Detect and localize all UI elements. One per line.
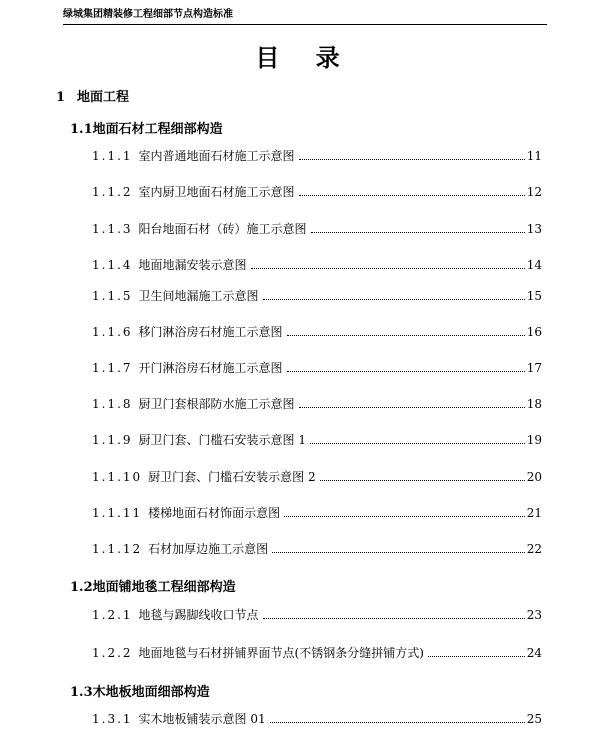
entry-label: 地面地漏安装示意图	[138, 258, 247, 272]
leader-dots	[299, 407, 525, 408]
entry-number: 1.1.10	[92, 470, 143, 484]
toc-entry-1-1-7[interactable]	[92, 360, 542, 376]
entry-page: 12	[526, 185, 542, 199]
entry-page: 15	[526, 289, 542, 303]
section-number: 1.2	[70, 580, 93, 595]
entry-page: 19	[526, 433, 542, 447]
leader-dots	[287, 371, 525, 372]
entry-number: 1.1.3	[92, 222, 133, 236]
section-number: 1.1	[70, 122, 93, 137]
entry-page: 18	[526, 397, 542, 411]
entry-label: 地毯与踢脚线收口节点	[138, 608, 259, 622]
section-heading-1-1[interactable]	[70, 118, 223, 137]
entry-page: 13	[526, 222, 542, 236]
toc-entry-1-1-3[interactable]	[92, 221, 542, 237]
entry-page: 25	[526, 712, 542, 726]
entry-number: 1.3.1	[92, 712, 133, 726]
section-heading-1-3[interactable]	[70, 681, 210, 700]
entry-number: 1.1.6	[92, 325, 133, 339]
toc-entry-1-1-11[interactable]	[92, 505, 542, 521]
leader-dots	[284, 516, 525, 517]
entry-page: 17	[526, 361, 542, 375]
section-title: 地面铺地毯工程细部构造	[92, 580, 236, 595]
toc-entry-1-1-5[interactable]	[92, 288, 542, 304]
entry-label: 阳台地面石材（砖）施工示意图	[138, 222, 307, 236]
leader-dots	[272, 552, 525, 553]
toc-entry-1-1-10[interactable]	[92, 469, 542, 485]
entry-number: 1.2.2	[92, 646, 133, 660]
entry-page: 14	[526, 258, 542, 272]
toc-entry-1-1-9[interactable]	[92, 432, 542, 448]
entry-number: 1.1.8	[92, 397, 133, 411]
entry-label: 地面地毯与石材拼铺界面节点(不锈钢条分缝拼铺方式)	[138, 646, 424, 660]
entry-label: 开门淋浴房石材施工示意图	[138, 361, 283, 375]
running-header: 绿城集团精装修工程细部节点构造标准	[63, 8, 547, 25]
chapter-number: 1	[56, 90, 66, 105]
entry-page: 21	[526, 506, 542, 520]
leader-dots	[287, 335, 525, 336]
toc-entry-1-1-2[interactable]	[92, 184, 542, 200]
entry-page: 16	[526, 325, 542, 339]
entry-label: 石材加厚边施工示意图	[148, 542, 269, 556]
leader-dots	[299, 159, 525, 160]
leader-dots	[263, 618, 525, 619]
entry-label: 厨卫门套、门槛石安装示意图 1	[138, 433, 306, 447]
section-title: 木地板地面细部构造	[92, 685, 210, 700]
chapter-heading[interactable]	[56, 86, 129, 105]
section-title: 地面石材工程细部构造	[92, 122, 223, 137]
entry-number: 1.1.4	[92, 258, 133, 272]
toc-entry-1-2-2[interactable]	[92, 645, 542, 661]
leader-dots	[428, 656, 525, 657]
leader-dots	[310, 443, 525, 444]
toc-entry-1-1-8[interactable]	[92, 396, 542, 412]
entry-label: 移门淋浴房石材施工示意图	[138, 325, 283, 339]
entry-number: 1.1.1	[92, 149, 133, 163]
entry-page: 22	[526, 542, 542, 556]
leader-dots	[270, 722, 525, 723]
entry-number: 1.1.2	[92, 185, 133, 199]
entry-page: 20	[526, 470, 542, 484]
entry-number: 1.2.1	[92, 608, 133, 622]
entry-number: 1.1.12	[92, 542, 143, 556]
page-title: 目 录	[255, 44, 354, 72]
entry-page: 11	[526, 149, 542, 163]
entry-label: 实木地板铺装示意图 01	[138, 712, 266, 726]
chapter-title: 地面工程	[77, 90, 130, 105]
entry-label: 卫生间地漏施工示意图	[138, 289, 259, 303]
entry-page: 24	[526, 646, 542, 660]
entry-label: 室内普通地面石材施工示意图	[138, 149, 295, 163]
toc-entry-1-1-4[interactable]	[92, 257, 542, 273]
entry-label: 楼梯地面石材饰面示意图	[148, 506, 281, 520]
entry-number: 1.1.9	[92, 433, 133, 447]
entry-number: 1.1.11	[92, 506, 143, 520]
toc-entry-1-1-1[interactable]	[92, 148, 542, 164]
leader-dots	[320, 480, 525, 481]
toc-entry-1-3-1[interactable]	[92, 711, 542, 727]
entry-number: 1.1.5	[92, 289, 133, 303]
section-number: 1.3	[70, 685, 93, 700]
entry-label: 厨卫门套、门槛石安装示意图 2	[148, 470, 316, 484]
leader-dots	[263, 299, 525, 300]
toc-entry-1-1-12[interactable]	[92, 541, 542, 557]
section-heading-1-2[interactable]	[70, 576, 236, 595]
entry-number: 1.1.7	[92, 361, 133, 375]
entry-label: 室内厨卫地面石材施工示意图	[138, 185, 295, 199]
toc-entry-1-2-1[interactable]	[92, 607, 542, 623]
toc-entry-1-1-6[interactable]	[92, 324, 542, 340]
leader-dots	[251, 268, 525, 269]
leader-dots	[299, 195, 525, 196]
entry-page: 23	[526, 608, 542, 622]
leader-dots	[311, 232, 525, 233]
entry-label: 厨卫门套根部防水施工示意图	[138, 397, 295, 411]
